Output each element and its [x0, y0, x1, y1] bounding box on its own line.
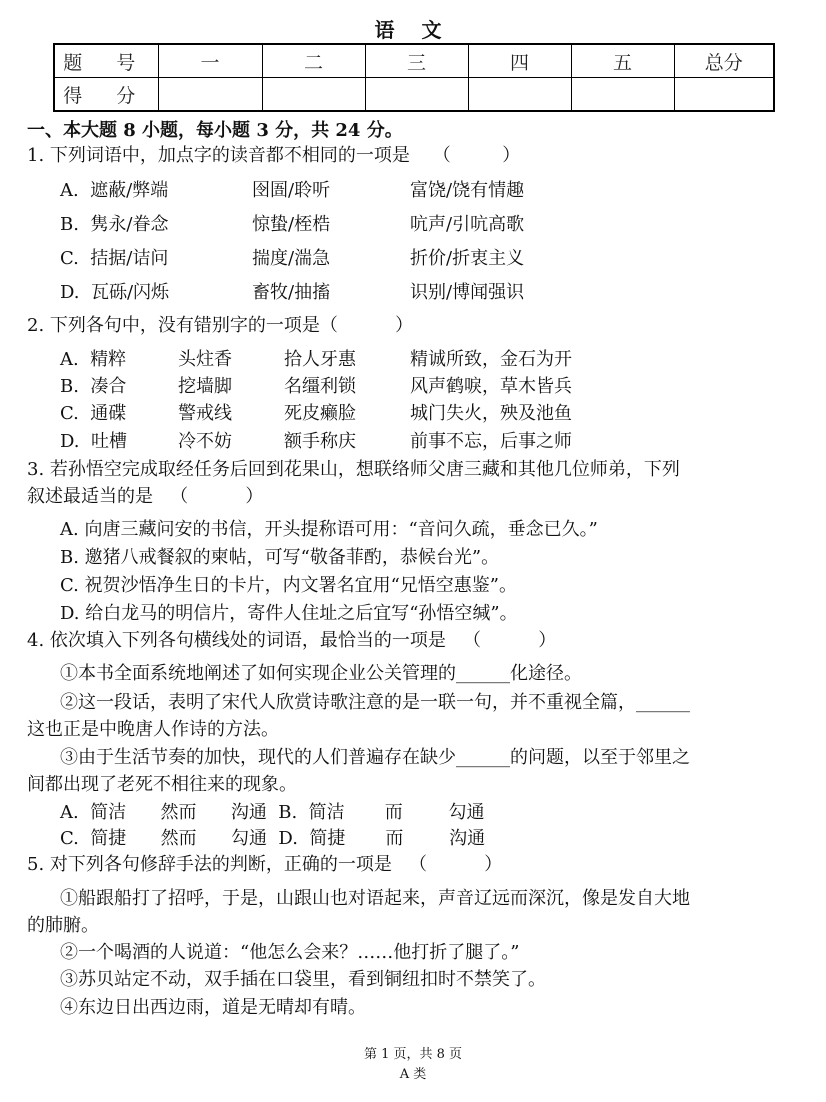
score-header-cell: 五 [571, 44, 674, 78]
q1-option-a-word3: 富饶/饶有情趣 [410, 180, 525, 201]
score-input-cell[interactable] [158, 78, 262, 112]
score-input-cell[interactable] [262, 78, 365, 112]
q1-option-a-word1: A. 遮蔽/弊端 [60, 180, 169, 201]
question-3-stem: 3. 若孙悟空完成取经任务后回到花果山，想联络师父唐三藏和其他几位师弟，下列 [27, 459, 680, 480]
q2-option-d-word2: 冷不妨 [178, 431, 232, 452]
section-heading: 一、本大题 8 小题，每小题 3 分，共 24 分。 [27, 120, 403, 141]
score-input-cell[interactable] [365, 78, 468, 112]
page-title: 语 文 [374, 18, 452, 42]
q2-option-c-word1: C. 通碟 [60, 403, 127, 424]
page-number: 第 1 页，共 8 页 [363, 1047, 463, 1062]
score-input-cell[interactable] [468, 78, 571, 112]
q2-option-b-word1: B. 凑合 [60, 376, 127, 397]
q5-sentence-3: ③苏贝站定不动，双手插在口袋里，看到铜纽扣时不禁笑了。 [60, 969, 546, 990]
q5-sentence-1-cont: 的肺腑。 [27, 915, 99, 936]
q2-option-b-word3: 名缰利锁 [284, 376, 356, 397]
q2-option-a-word3: 拾人牙惠 [284, 349, 356, 370]
question-2-stem: 2. 下列各句中，没有错别字的一项是（ ） [27, 315, 414, 336]
score-header-cell: 四 [468, 44, 571, 78]
score-table [53, 43, 775, 112]
score-header-cell: 一 [158, 44, 262, 78]
q5-sentence-4: ④东边日出西边雨，道是无晴却有晴。 [60, 997, 366, 1018]
q4-options-cd: C. 简捷 然而 勾通 D. 简捷 而 沟通 [60, 828, 486, 849]
q1-option-b-word3: 吭声/引吭高歌 [410, 214, 525, 235]
paper-type: A 类 [399, 1067, 427, 1082]
q1-option-b-word1: B. 隽永/眷念 [60, 214, 169, 235]
q1-option-b-word2: 惊蛰/桎梏 [252, 214, 331, 235]
q1-option-c-word2: 揣度/湍急 [252, 248, 331, 269]
score-row-label: 得 分 [54, 78, 158, 112]
score-header-cell: 三 [365, 44, 468, 78]
q1-option-c-word3: 折价/折衷主义 [410, 248, 525, 269]
q2-option-d-word3: 额手称庆 [284, 431, 356, 452]
q5-sentence-1: ①船跟船打了招呼，于是，山跟山也对语起来，声音辽远而深沉，像是发自大地 [60, 888, 690, 909]
score-header-cell: 题 号 [54, 44, 158, 78]
q2-option-d-word4: 前事不忘，后事之师 [410, 431, 572, 452]
question-1-stem: 1. 下列词语中，加点字的读音都不相同的一项是 （ ） [27, 145, 521, 166]
q4-sentence-2: ②这一段话，表明了宋代人欣赏诗歌注意的是一联一句，并不重视全篇，______ [60, 692, 690, 713]
q3-option-b: B. 邀猪八戒餐叙的柬帖，可写“敬备菲酌，恭候台光”。 [60, 547, 500, 568]
q1-option-c-word1: C. 拮据/诘问 [60, 248, 169, 269]
q1-option-d-word1: D. 瓦砾/闪烁 [60, 282, 170, 303]
q2-option-b-word4: 风声鹤唳，草木皆兵 [410, 376, 572, 397]
q3-option-d: D. 给白龙马的明信片，寄件人住址之后宜写“孙悟空缄”。 [60, 603, 518, 624]
q5-sentence-2: ②一个喝酒的人说道：“他怎么会来？……他打折了腿了。” [60, 942, 520, 963]
q2-option-b-word2: 挖墙脚 [178, 376, 232, 397]
score-header-cell: 二 [262, 44, 365, 78]
q4-options-ab: A. 简洁 然而 沟通 B. 简洁 而 勾通 [60, 802, 485, 823]
q2-option-a-word1: A. 精粹 [60, 349, 127, 370]
q2-option-c-word2: 警戒线 [178, 403, 232, 424]
q1-option-a-word2: 囹圄/聆听 [252, 180, 331, 201]
q4-sentence-2-cont: 这也正是中晚唐人作诗的方法。 [27, 719, 279, 740]
question-4-stem: 4. 依次填入下列各句横线处的词语，最恰当的一项是 （ ） [27, 630, 557, 651]
q2-option-a-word4: 精诚所致，金石为开 [410, 349, 572, 370]
score-header-cell: 总分 [674, 44, 774, 78]
q3-option-a: A. 向唐三藏问安的书信，开头提称语可用：“音问久疏，垂念已久。” [60, 519, 598, 540]
score-input-cell[interactable] [571, 78, 674, 112]
q2-option-a-word2: 头炷香 [178, 349, 232, 370]
q2-option-c-word4: 城门失火，殃及池鱼 [410, 403, 572, 424]
q4-sentence-3: ③由于生活节奏的加快，现代的人们普遍存在缺少______的问题，以至于邻里之 [60, 747, 690, 768]
score-row [54, 78, 774, 112]
q2-option-c-word3: 死皮癞脸 [284, 403, 356, 424]
q1-option-d-word2: 畜牧/抽搐 [252, 282, 331, 303]
score-input-cell[interactable] [674, 78, 774, 112]
q1-option-d-word3: 识别/博闻强识 [410, 282, 525, 303]
q4-sentence-1: ①本书全面系统地阐述了如何实现企业公关管理的______化途径。 [60, 663, 582, 684]
q3-option-c: C. 祝贺沙悟净生日的卡片，内文署名宜用“兄悟空惠鉴”。 [60, 575, 517, 596]
score-header-row [54, 44, 774, 78]
question-5-stem: 5. 对下列各句修辞手法的判断，正确的一项是 （ ） [27, 854, 503, 875]
q2-option-d-word1: D. 吐槽 [60, 431, 127, 452]
question-3-stem-cont: 叙述最适当的是 （ ） [27, 486, 264, 507]
q4-sentence-3-cont: 间都出现了老死不相往来的现象。 [27, 774, 297, 795]
